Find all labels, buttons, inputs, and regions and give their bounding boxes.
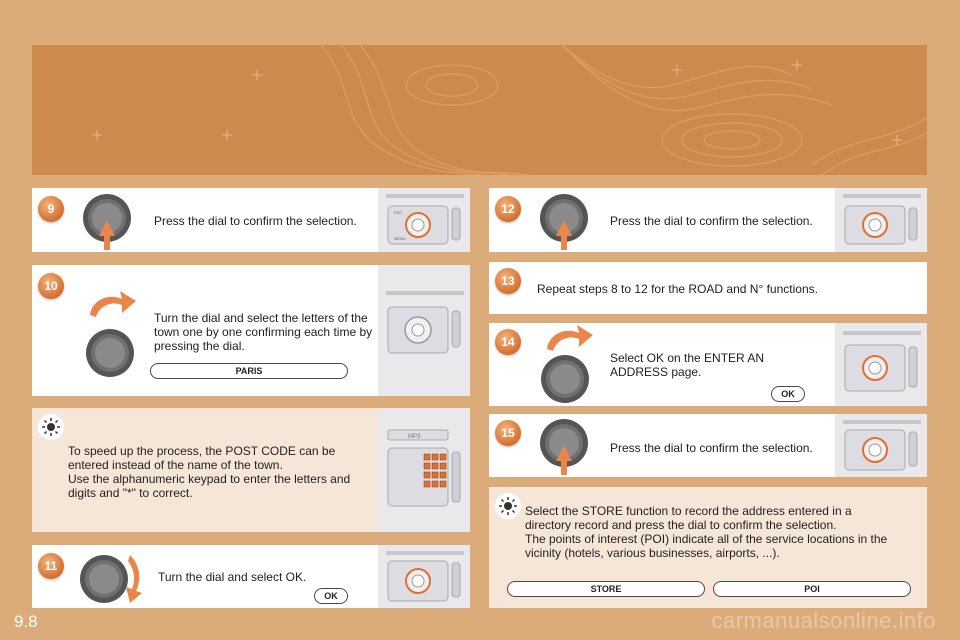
page-number: 9.8 <box>14 612 38 631</box>
step-11-panel <box>32 545 470 608</box>
radio-thumbnail <box>378 265 470 396</box>
svg-text:MENU: MENU <box>394 236 406 241</box>
step-12-text: Press the dial to confirm the selection. <box>610 214 813 228</box>
step-10-text: Turn the dial and select the letters of the town one by one confirming each time by pressing the dial. <box>154 311 373 353</box>
dial-press-icon <box>537 415 591 477</box>
ok-button[interactable]: OK <box>771 386 805 402</box>
dial-press-icon <box>80 190 134 252</box>
step-14-badge: 14 <box>495 329 521 355</box>
step-15-badge: 15 <box>495 420 521 446</box>
dial-turn-icon <box>82 287 146 387</box>
radio-thumbnail <box>378 545 470 608</box>
step-14-panel <box>489 323 927 406</box>
tip-sun-icon <box>495 493 521 519</box>
radio-thumbnail <box>378 188 470 252</box>
step-14-text: Select OK on the ENTER AN ADDRESS page. <box>610 351 765 379</box>
topographic-pattern <box>32 45 927 175</box>
step-9-panel <box>32 188 470 252</box>
svg-text:ESC: ESC <box>394 210 403 215</box>
header-banner <box>32 45 927 175</box>
step-15-panel <box>489 414 927 477</box>
tip-1-text-a: To speed up the process, the POST CODE can be entered instead of the name of the town. <box>68 444 336 472</box>
step-10-panel <box>32 265 470 396</box>
step-12-panel <box>489 188 927 252</box>
tip-2-panel <box>489 487 927 608</box>
step-9-text: Press the dial to confirm the selection. <box>154 214 357 228</box>
step-13-badge: 13 <box>495 268 521 294</box>
tip-2-text-b: The points of interest (POI) indicate all of the service locations in the vicinity (hotels, various businesses, airports, ...). <box>525 532 888 560</box>
step-10-badge: 10 <box>38 273 64 299</box>
radio-thumbnail <box>835 188 927 252</box>
tip-1-panel <box>32 408 470 532</box>
paris-button[interactable]: PARIS <box>150 363 348 379</box>
store-button[interactable]: STORE <box>507 581 705 597</box>
ok-button[interactable]: OK <box>314 588 348 604</box>
step-15-text: Press the dial to confirm the selection. <box>610 441 813 455</box>
tip-sun-icon <box>38 414 64 440</box>
poi-button[interactable]: POI <box>713 581 911 597</box>
step-12-badge: 12 <box>495 196 521 222</box>
step-13-text: Repeat steps 8 to 12 for the ROAD and N° functions. <box>537 282 818 296</box>
radio-thumbnail <box>835 414 927 477</box>
radio-thumbnail <box>835 323 927 406</box>
step-13-panel <box>489 262 927 314</box>
step-11-text: Turn the dial and select OK. <box>158 570 307 584</box>
step-9-badge: 9 <box>38 196 64 222</box>
watermark: carmanualsonline.info <box>711 608 936 633</box>
dial-turn-icon <box>539 325 603 405</box>
step-11-badge: 11 <box>38 553 64 579</box>
tip-2-text-a: Select the STORE function to record the address entered in a directory record and press the dial to confirm the selection. <box>525 504 852 532</box>
dial-turn-icon <box>78 549 154 607</box>
keypad-thumbnail <box>378 408 470 532</box>
dial-press-icon <box>537 190 591 252</box>
tip-1-text-b: Use the alphanumeric keypad to enter the letters and digits and "*" to correct. <box>68 472 351 500</box>
svg-text:MP3: MP3 <box>408 434 421 440</box>
